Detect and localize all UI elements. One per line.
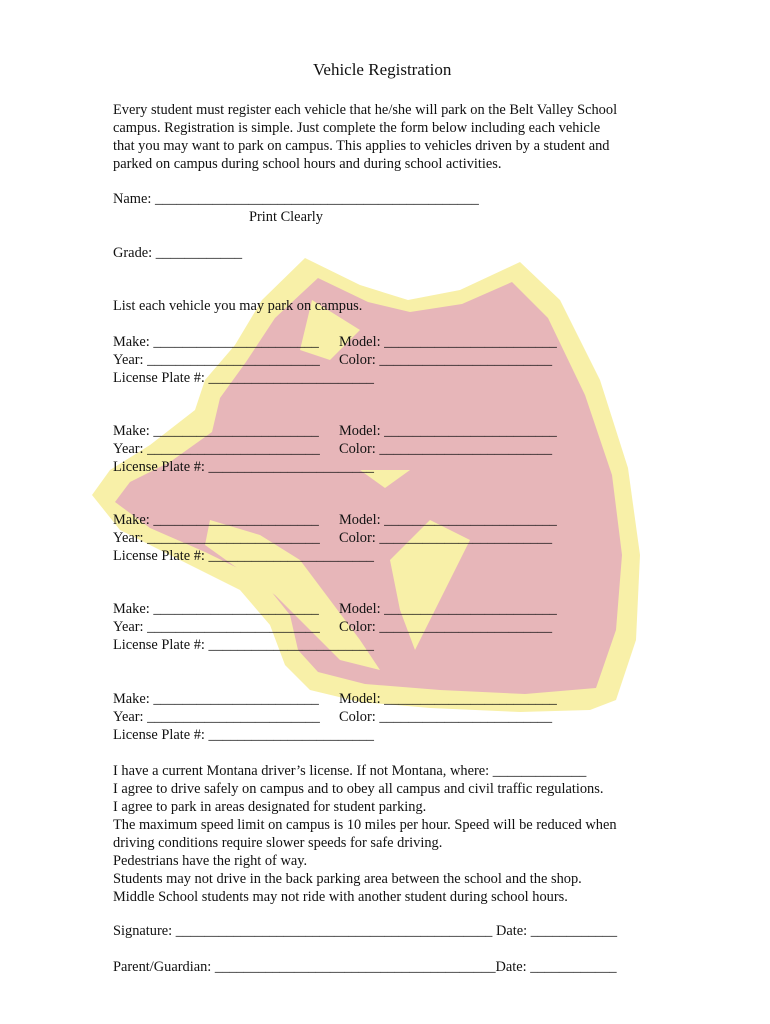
make-field[interactable]: Make: _______________________ [113, 691, 319, 707]
intro-line: campus. Registration is simple. Just complete the form below including each vehicle [113, 120, 601, 136]
grade-label: Grade: [113, 245, 153, 261]
name-label: Name: [113, 191, 152, 207]
statement-line: Middle School students may not ride with another student during school hours. [113, 889, 568, 905]
make-field[interactable]: Make: _______________________ [113, 601, 319, 617]
model-field[interactable]: Model: ________________________ [339, 601, 557, 617]
intro-line: parked on campus during school hours and during school activities. [113, 156, 502, 172]
parent-guardian-field[interactable]: Parent/Guardian: _______________________________________Date: ____________ [113, 959, 617, 975]
name-blank[interactable]: _____________________________________________ [154, 191, 479, 207]
statement-line: I agree to park in areas designated for student parking. [113, 799, 427, 815]
model-field[interactable]: Model: ________________________ [339, 691, 557, 707]
year-field[interactable]: Year: ________________________ [113, 709, 320, 725]
license-plate-field[interactable]: License Plate #: _______________________ [113, 548, 374, 564]
grade-field[interactable] [113, 244, 242, 262]
model-field[interactable]: Model: ________________________ [339, 334, 557, 350]
model-field[interactable]: Model: ________________________ [339, 512, 557, 528]
color-field[interactable]: Color: ________________________ [339, 530, 553, 546]
color-field[interactable]: Color: ________________________ [339, 709, 553, 725]
page-title: Vehicle Registration [313, 60, 452, 79]
license-plate-field[interactable]: License Plate #: _______________________ [113, 370, 374, 386]
license-plate-field[interactable]: License Plate #: _______________________ [113, 727, 374, 743]
intro-line: that you may want to park on campus. This applies to vehicles driven by a student and [113, 138, 610, 154]
grade-blank[interactable]: ____________ [155, 245, 243, 261]
statement-line: Pedestrians have the right of way. [113, 853, 308, 869]
year-field[interactable]: Year: ________________________ [113, 352, 320, 368]
license-statement[interactable]: I have a current Montana driver’s license. If not Montana, where: _____________ [113, 763, 587, 779]
intro-line: Every student must register each vehicle that he/she will park on the Belt Valley School [113, 102, 618, 118]
vehicle-list-instruction: List each vehicle you may park on campus. [113, 298, 363, 314]
license-plate-field[interactable]: License Plate #: _______________________ [113, 459, 374, 475]
color-field[interactable]: Color: ________________________ [339, 441, 553, 457]
license-plate-field[interactable]: License Plate #: _______________________ [113, 637, 374, 653]
statement-line: Students may not drive in the back parking area between the school and the shop. [113, 871, 582, 887]
make-field[interactable]: Make: _______________________ [113, 423, 319, 439]
make-field[interactable]: Make: _______________________ [113, 334, 319, 350]
name-field[interactable] [113, 190, 479, 208]
color-field[interactable]: Color: ________________________ [339, 352, 553, 368]
year-field[interactable]: Year: ________________________ [113, 530, 320, 546]
statement-line: driving conditions require slower speeds for safe driving. [113, 835, 443, 851]
statement-line: The maximum speed limit on campus is 10 miles per hour. Speed will be reduced when [113, 817, 617, 833]
signature-field[interactable]: Signature: ____________________________________________ Date: ____________ [113, 923, 618, 939]
year-field[interactable]: Year: ________________________ [113, 441, 320, 457]
make-field[interactable]: Make: _______________________ [113, 512, 319, 528]
color-field[interactable]: Color: ________________________ [339, 619, 553, 635]
print-clearly-note: Print Clearly [249, 209, 323, 225]
model-field[interactable]: Model: ________________________ [339, 423, 557, 439]
statement-line: I agree to drive safely on campus and to obey all campus and civil traffic regulations. [113, 781, 604, 797]
year-field[interactable]: Year: ________________________ [113, 619, 320, 635]
